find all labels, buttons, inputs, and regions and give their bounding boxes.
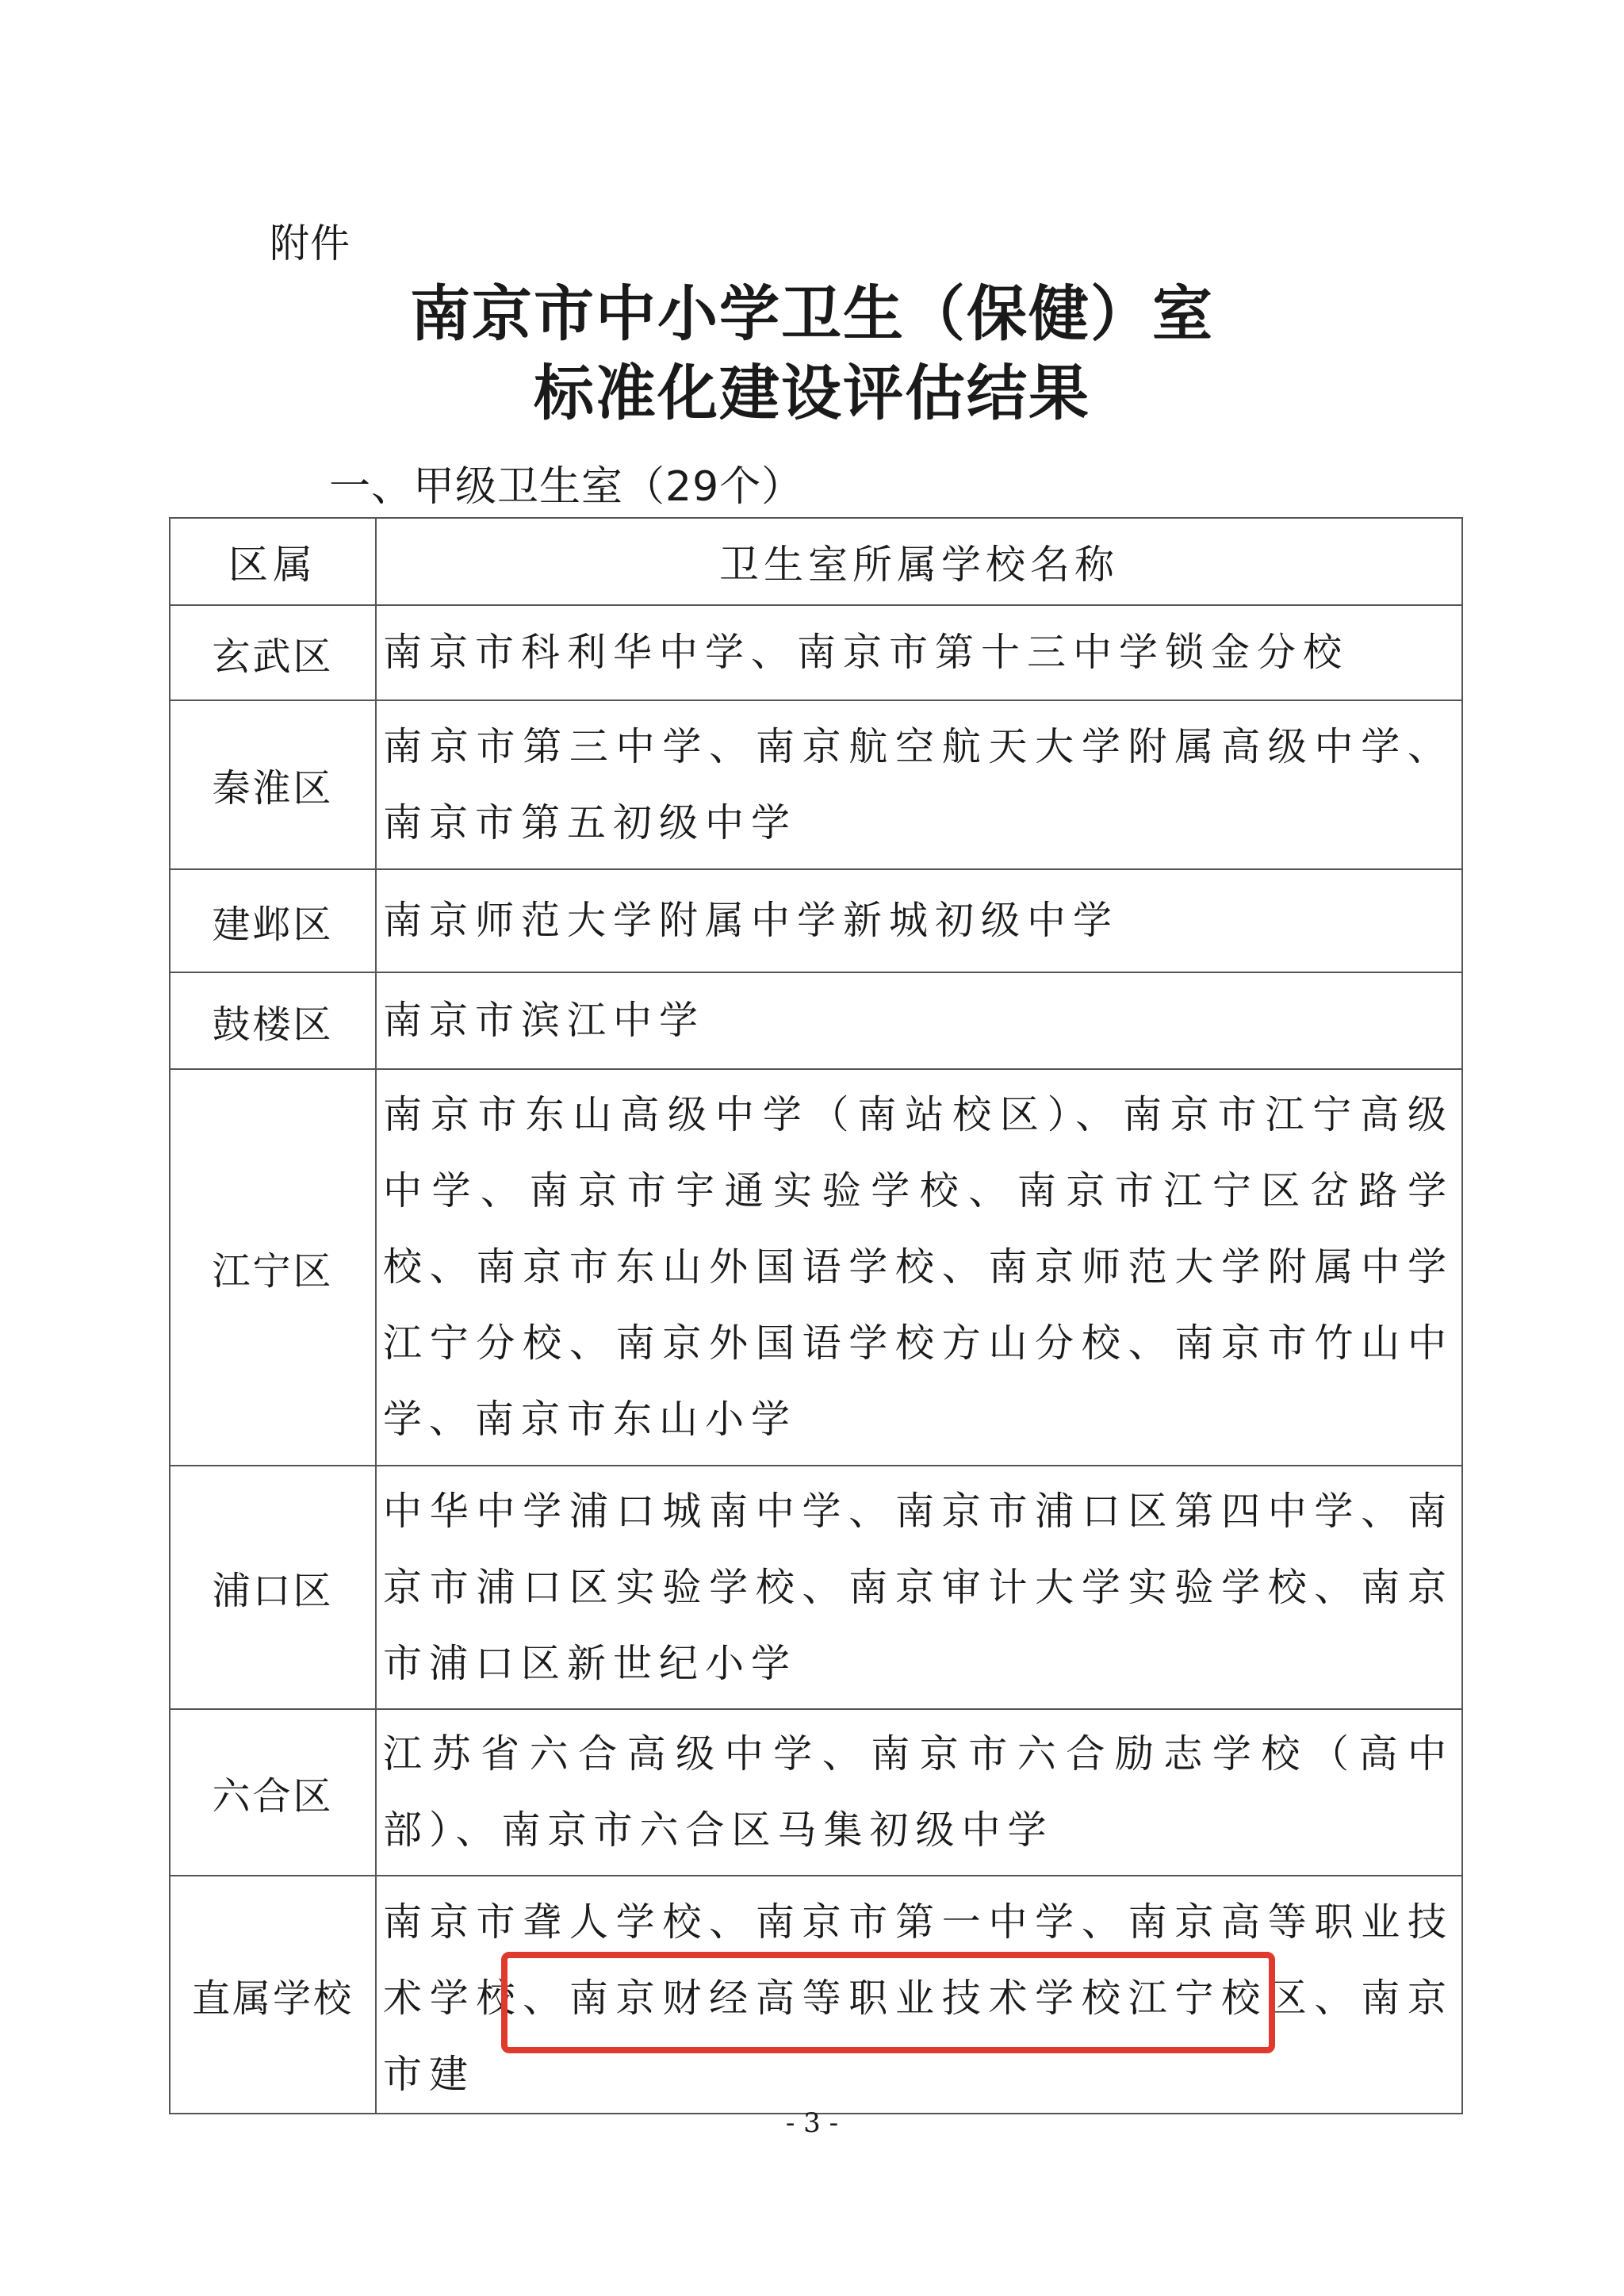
table-row bbox=[170, 869, 1462, 972]
header-schools: 卫生室所属学校名称 bbox=[376, 518, 1462, 605]
district-cell: 六合区 bbox=[170, 1709, 376, 1876]
table-row bbox=[170, 1466, 1462, 1709]
schools-cell: 南京市科利华中学、南京市第十三中学锁金分校 bbox=[376, 605, 1462, 700]
schools-cell: 中华中学浦口城南中学、南京市浦口区第四中学、南京市浦口区实验学校、南京审计大学实验学校、南京市浦口区新世纪小学 bbox=[376, 1466, 1462, 1709]
table-row bbox=[170, 700, 1462, 869]
schools-cell: 南京师范大学附属中学新城初级中学 bbox=[376, 869, 1462, 972]
table-row bbox=[170, 1709, 1462, 1876]
schools-cell: 南京市第三中学、南京航空航天大学附属高级中学、南京市第五初级中学 bbox=[376, 700, 1462, 869]
district-cell: 浦口区 bbox=[170, 1466, 376, 1709]
district-cell: 玄武区 bbox=[170, 605, 376, 700]
document-title-line-1: 南京市中小学卫生（保健）室 bbox=[410, 278, 1214, 349]
table-row bbox=[170, 972, 1462, 1069]
district-cell: 鼓楼区 bbox=[170, 972, 376, 1069]
schools-cell: 南京市聋人学校、南京市第一中学、南京高等职业技术学校、南京财经高等职业技术学校江宁校区、南京市建 bbox=[376, 1876, 1462, 2114]
page-number: - 3 - bbox=[785, 2107, 839, 2139]
results-table bbox=[169, 517, 1463, 2114]
annex-label: 附件 bbox=[270, 220, 350, 266]
schools-cell: 南京市东山高级中学（南站校区）、南京市江宁高级中学、南京市宇通实验学校、南京市江宁区岔路学校、南京市东山外国语学校、南京师范大学附属中学江宁分校、南京外国语学校方山分校、南京市竹山中学、南京市东山小学 bbox=[376, 1069, 1462, 1466]
section-heading: 一、甲级卫生室（29个） bbox=[329, 463, 804, 511]
district-cell: 直属学校 bbox=[170, 1876, 376, 2114]
table-row bbox=[170, 605, 1462, 700]
district-cell: 建邺区 bbox=[170, 869, 376, 972]
header-district: 区属 bbox=[170, 518, 376, 605]
district-cell: 秦淮区 bbox=[170, 700, 376, 869]
district-cell: 江宁区 bbox=[170, 1069, 376, 1466]
table-row bbox=[170, 1069, 1462, 1466]
highlight-box bbox=[501, 1952, 1275, 2053]
document-title-line-2: 标准化建设评估结果 bbox=[534, 358, 1090, 428]
schools-cell: 江苏省六合高级中学、南京市六合励志学校（高中部）、南京市六合区马集初级中学 bbox=[376, 1709, 1462, 1876]
table-header-row bbox=[170, 518, 1462, 605]
schools-cell: 南京市滨江中学 bbox=[376, 972, 1462, 1069]
